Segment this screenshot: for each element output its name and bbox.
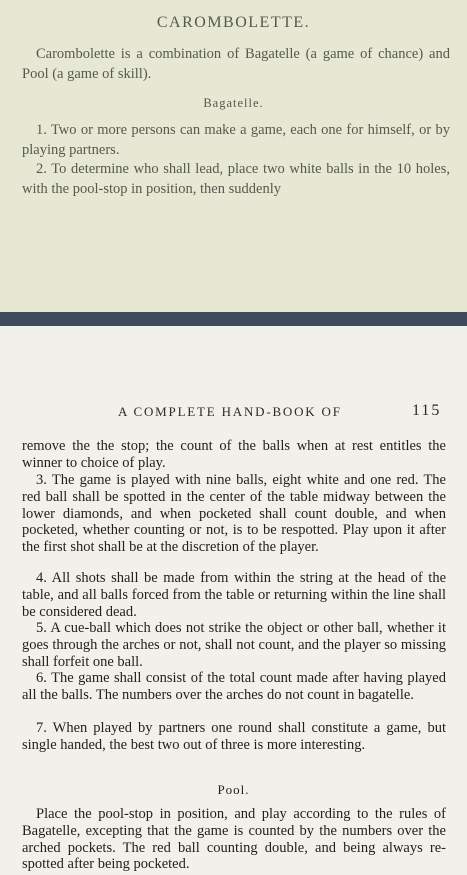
page-top [0, 0, 467, 312]
rule-7: 7. When played by partners one round shall constitute a game, but single handed, the best two out of three is more interesting. [22, 720, 446, 753]
section-heading-pool: Pool. [217, 782, 250, 797]
page-bottom [0, 326, 467, 875]
pool-paragraph: Place the pool-stop in position, and play according to the rules of Bagatelle, excepting that the game is counted by the numbers over the arched pockets. The red ball counting double, and being always re-spotted after being pocketed. [22, 806, 446, 873]
rule-4: 4. All shots shall be made from within the string at the head of the table, and all balls forced from the table or returning within the line shall be considered dead. [22, 570, 446, 620]
page-number: 115 [412, 402, 442, 419]
page-divider [0, 312, 467, 326]
page-title: CAROMBOLETTE. [156, 14, 311, 31]
rule-3: 3. The game is played with nine balls, eight white and one red. The red ball shall be spotted in the center of the table midway between the lower diamonds, and when pocketed shall count double, and when pocketed, whether counting or not, is to be respotted. Play upon it after the first shot shall be at the discretion of the player. [22, 472, 446, 556]
running-head-text: A COMPLETE HAND-BOOK OF [118, 404, 342, 419]
rule-2-start: 2. To determine who shall lead, place two white balls in the 10 holes, with the pool-stop in position, then suddenly [22, 161, 450, 197]
section-heading-bagatelle: Bagatelle. [203, 96, 264, 110]
running-head [118, 402, 442, 420]
rule-5: 5. A cue-ball which does not strike the object or other ball, whether it goes through the arches or not, shall not count, and the player so missing shall forfeit one ball. [22, 620, 446, 670]
rule-6: 6. The game shall consist of the total count made after having played all the balls. The numbers over the arches do not count in bagatelle. [22, 670, 446, 703]
intro-paragraph: Carombolette is a combination of Bagatelle (a game of chance) and Pool (a game of skill). [22, 46, 450, 82]
rule-1: 1. Two or more persons can make a game, each one for himself, or by playing partners. [22, 122, 450, 158]
rule-2-continued: remove the the stop; the count of the balls when at rest entitles the winner to choice of play. [22, 438, 446, 471]
